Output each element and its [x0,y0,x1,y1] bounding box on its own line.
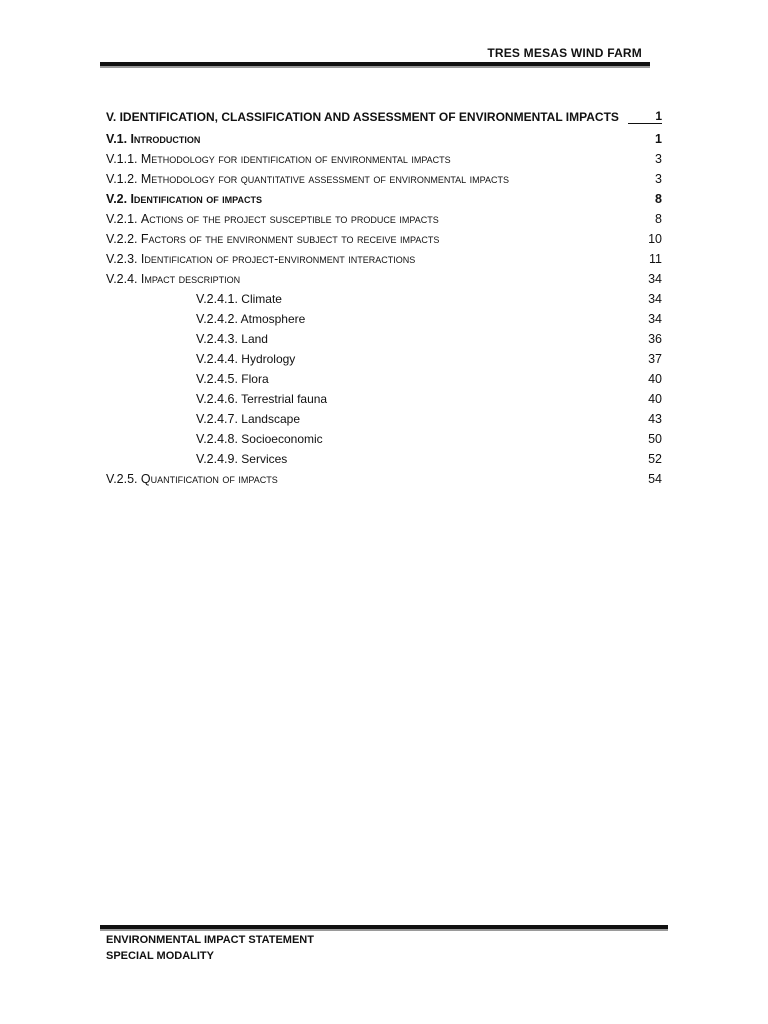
toc-entry-page: 40 [648,392,662,406]
toc-entry-label [106,232,439,246]
running-header-title: TRES MESAS WIND FARM [487,46,642,60]
toc-entry-number: V.2.4.7. [196,412,238,426]
toc-entry-page: 37 [648,352,662,366]
toc-main-title: V. IDENTIFICATION, CLASSIFICATION AND ASSESSMENT OF ENVIRONMENTAL IMPACTS [106,110,619,124]
toc-entry-title: Methodology for identification of environmental impacts [140,152,451,166]
toc-entry-label [106,252,415,266]
toc-entry-number: V.2.3. [106,252,138,266]
toc-entries [106,132,662,492]
toc-entry-title: Hydrology [241,352,296,366]
toc-entry-number: V.2.4.5. [196,372,238,386]
toc-entry-label [106,372,269,386]
toc-entry-page: 34 [648,272,662,286]
toc-entry-page: 36 [648,332,662,346]
toc-entry-title: Identification of project-environment interactions [140,252,416,266]
toc-entry-label [106,332,268,346]
running-footer [106,932,314,964]
toc-entry-page: 8 [655,212,662,226]
toc-main-entry[interactable] [106,106,662,124]
toc-entry[interactable] [106,472,662,492]
toc-entry-number: V.2.5. [106,472,138,486]
toc-entry-number: V.2.1. [106,212,138,226]
toc-entry-label [106,212,439,226]
toc-entry-number: V.2.4.3. [196,332,238,346]
toc-entry-title: Atmosphere [240,312,306,326]
toc-entry[interactable] [106,272,662,292]
toc-entry-page: 50 [648,432,662,446]
toc-entry-number: V.2.4.8. [196,432,238,446]
header-rule [100,62,650,66]
toc-entry-title: Introduction [130,132,201,146]
toc-entry[interactable] [106,352,662,372]
table-of-contents [106,106,662,492]
toc-entry[interactable] [106,452,662,472]
toc-entry-number: V.1.1. [106,152,138,166]
toc-entry-page: 54 [648,472,662,486]
toc-entry[interactable] [106,372,662,392]
toc-entry-number: V.2.4.9. [196,452,238,466]
toc-entry-page: 43 [648,412,662,426]
toc-entry-label [106,312,305,326]
toc-entry[interactable] [106,292,662,312]
toc-entry-label [106,152,451,166]
toc-entry-title: Methodology for quantitative assessment of environmental impacts [140,172,509,186]
toc-entry-label [106,272,240,286]
toc-entry-title: Terrestrial fauna [241,392,328,406]
toc-entry-title: Identification of impacts [130,192,263,206]
toc-entry[interactable] [106,212,662,232]
toc-entry-page: 40 [648,372,662,386]
toc-entry-page: 34 [648,292,662,306]
toc-entry-title: Actions of the project susceptible to produce impacts [140,212,439,226]
toc-entry-title: Services [241,452,288,466]
toc-entry[interactable] [106,312,662,332]
toc-entry[interactable] [106,132,662,152]
toc-entry[interactable] [106,232,662,252]
toc-entry-title: Climate [241,292,282,306]
toc-entry[interactable] [106,192,662,212]
footer-rule [100,925,668,929]
toc-entry-label [106,352,295,366]
toc-entry-page: 3 [655,152,662,166]
toc-entry[interactable] [106,152,662,172]
toc-entry-label [106,412,300,426]
footer-line-2: SPECIAL MODALITY [106,950,214,962]
toc-entry[interactable] [106,412,662,432]
toc-entry-page: 34 [648,312,662,326]
toc-entry-page: 52 [648,452,662,466]
toc-entry-title: Landscape [241,412,300,426]
toc-entry-number: V.2.4.4. [196,352,238,366]
toc-entry-number: V.2.4.1. [196,292,238,306]
toc-entry-page: 11 [649,252,662,266]
toc-entry-number: V.2. [106,192,128,206]
toc-entry-number: V.2.4.6. [196,392,238,406]
toc-entry-title: Quantification of impacts [140,472,278,486]
toc-entry-label [106,452,287,466]
toc-entry-number: V.2.4.2. [196,312,238,326]
toc-entry-label [106,192,262,206]
toc-entry-title: Impact description [140,272,241,286]
toc-entry-page: 10 [648,232,662,246]
toc-entry-number: V.2.4. [106,272,138,286]
toc-entry[interactable] [106,172,662,192]
toc-main-page: 1 [628,109,662,124]
toc-entry[interactable] [106,392,662,412]
toc-entry-page: 8 [655,192,662,206]
toc-entry-label [106,132,200,146]
toc-entry-page: 1 [655,132,662,146]
toc-entry-page: 3 [655,172,662,186]
toc-entry-title: Land [241,332,268,346]
footer-line-1: ENVIRONMENTAL IMPACT STATEMENT [106,934,314,946]
toc-entry-number: V.1. [106,132,128,146]
toc-entry-label [106,472,278,486]
toc-entry-number: V.1.2. [106,172,138,186]
toc-entry-title: Flora [241,372,269,386]
toc-entry-label [106,392,327,406]
toc-entry[interactable] [106,332,662,352]
toc-entry-label [106,292,282,306]
toc-entry-title: Socioeconomic [241,432,323,446]
toc-entry[interactable] [106,432,662,452]
toc-entry-title: Factors of the environment subject to receive impacts [140,232,440,246]
toc-entry[interactable] [106,252,662,272]
toc-entry-number: V.2.2. [106,232,138,246]
toc-entry-label [106,172,509,186]
toc-entry-label [106,432,323,446]
